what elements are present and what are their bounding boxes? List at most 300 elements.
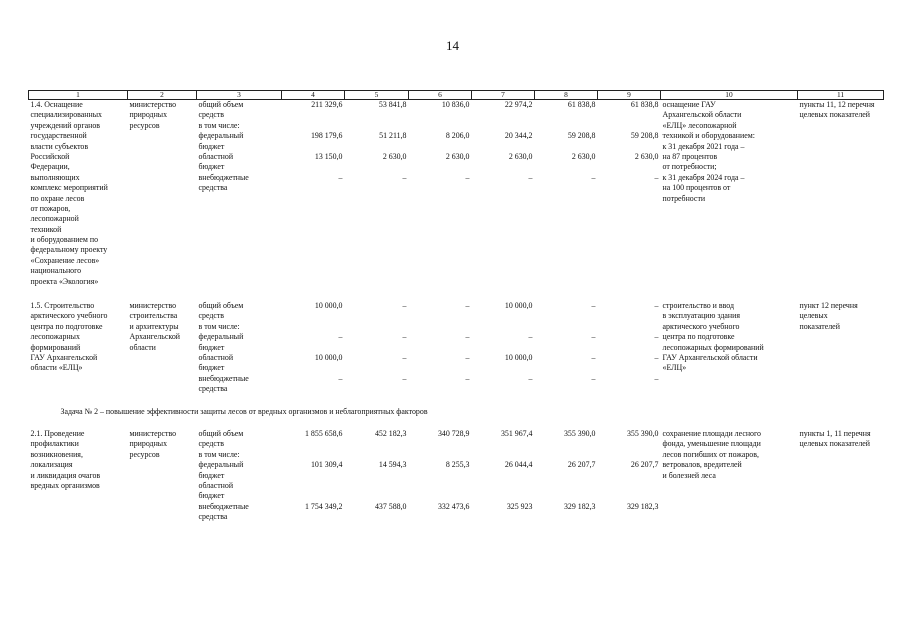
amount-c7-line <box>474 343 533 353</box>
target-indicators-line: пункты 1, 11 перечня <box>799 428 871 438</box>
amount-c4 <box>282 429 345 523</box>
amount-c6-line <box>411 110 470 120</box>
amount-c6-line: – <box>465 373 470 383</box>
amount-c4-line: 13 150,0 <box>314 151 343 161</box>
amount-c7-line <box>474 384 533 394</box>
activity-title-line: 1.5. Строительство <box>30 301 95 311</box>
amount-c7-line <box>474 512 533 522</box>
amount-c9-line: – <box>654 332 659 342</box>
activity-row <box>29 301 884 395</box>
amount-c9-line <box>600 183 659 193</box>
amount-c5-line <box>347 110 407 120</box>
target-indicators-line: пункты 11, 12 перечня <box>799 100 875 109</box>
activity-title-line: выполняющих <box>30 172 80 182</box>
amount-c6-line <box>411 311 470 321</box>
amount-c5-line <box>347 512 407 522</box>
expected-result-line: оснащение ГАУ <box>662 100 716 109</box>
amount-c7-line <box>474 322 533 332</box>
amount-c5-line: 53 841,8 <box>378 100 407 109</box>
amount-c5-line <box>347 162 407 172</box>
expected-result-line: ветровалов, вредителей <box>662 460 742 470</box>
expected-result-line: на 100 процентов от <box>662 183 731 193</box>
amount-c5-line <box>347 322 407 332</box>
funding-source-line: средств <box>198 311 225 321</box>
amount-c7-line <box>474 491 533 501</box>
funding-source-line: средства <box>198 512 228 522</box>
amount-c4-line <box>284 322 343 332</box>
funding-source-line: областной <box>198 352 234 362</box>
expected-result-line: «ЕЛЦ» лесопожарной <box>662 120 737 130</box>
activity-title-line: национального <box>30 266 82 276</box>
row-spacer-cell <box>29 287 884 301</box>
executor-line: природных <box>129 439 168 449</box>
activity-title-line: ГАУ Архангельской <box>30 352 98 362</box>
expected-result-line: потребности <box>662 193 706 203</box>
activity-title-line: учреждений органов <box>30 120 100 130</box>
amount-c4-line <box>284 512 343 522</box>
activity-title-line: области «ЕЛЦ» <box>30 363 83 373</box>
amount-c5 <box>345 100 409 288</box>
amount-c4-line: 211 329,6 <box>311 100 343 109</box>
funding-source <box>197 429 282 523</box>
amount-c5-line <box>347 121 407 131</box>
funding-source-line: внебюджетные <box>198 373 249 383</box>
amount-c5-line <box>347 491 407 501</box>
amount-c6 <box>409 100 472 288</box>
funding-source-line: в том числе: <box>198 449 240 459</box>
funding-source-line: бюджет <box>198 491 225 501</box>
amount-c9-line <box>600 384 659 394</box>
amount-c5-line: – <box>402 301 407 311</box>
funding-source-line: бюджет <box>198 363 225 373</box>
amount-c7-line <box>474 481 533 491</box>
amount-c9-line: 2 630,0 <box>634 151 659 161</box>
activity-title-line: Российской <box>30 151 70 161</box>
expected-result-line: от потребности; <box>662 162 717 172</box>
expected-result-line: строительство и ввод <box>662 301 735 311</box>
amount-c5-line <box>347 363 407 373</box>
target-indicators-line: пункт 12 перечня <box>799 301 858 311</box>
target-indicators <box>798 429 884 523</box>
activity-title-line: 1.4. Оснащение <box>30 100 83 109</box>
expected-result-line: Архангельской области <box>662 110 742 120</box>
amount-c4-line: – <box>338 373 343 383</box>
column-number: 7 <box>472 91 535 100</box>
amount-c6-line: 340 728,9 <box>437 428 470 438</box>
amount-c7-line: 325 923 <box>506 501 533 511</box>
amount-c9 <box>598 429 661 523</box>
activity-title-line: государственной <box>30 131 87 141</box>
amount-c5-line <box>347 142 407 152</box>
amount-c4-line: – <box>338 172 343 182</box>
amount-c4-line <box>284 183 343 193</box>
expected-result-line: техникой и оборудованием: <box>662 131 755 141</box>
amount-c8 <box>535 429 598 523</box>
amount-c5-line: – <box>402 373 407 383</box>
column-number: 2 <box>128 91 197 100</box>
amount-c9-line <box>600 491 659 501</box>
executor-line: министерство <box>129 428 177 438</box>
target-indicators <box>798 301 884 395</box>
amount-c5-line <box>347 439 407 449</box>
amount-c7-line <box>474 110 533 120</box>
amount-c5-line <box>347 183 407 193</box>
activity-title-line: локализация <box>30 460 73 470</box>
amount-c7-line <box>474 142 533 152</box>
amount-c5-line <box>347 384 407 394</box>
amount-c8-line <box>537 142 596 152</box>
amount-c8-line: 2 630,0 <box>571 151 596 161</box>
amount-c8-line <box>537 121 596 131</box>
activity-title-line: лесопожарных <box>30 332 80 342</box>
amount-c6-line <box>411 363 470 373</box>
activity-title-line: федеральному проекту <box>30 245 108 255</box>
amount-c7-line <box>474 450 533 460</box>
expected-result-line: ГАУ Архангельской области <box>662 352 758 362</box>
amount-c9-line <box>600 471 659 481</box>
amount-c7-line <box>474 439 533 449</box>
amount-c8-line <box>537 439 596 449</box>
expected-result-line: на 87 процентов <box>662 151 718 161</box>
amount-c8-line: – <box>591 301 596 311</box>
amount-c6-line <box>411 384 470 394</box>
column-number: 11 <box>798 91 884 100</box>
executor <box>128 100 197 288</box>
amount-c9-line <box>600 311 659 321</box>
amount-c6 <box>409 429 472 523</box>
amount-c4-line: 10 000,0 <box>314 301 343 311</box>
amount-c9-line: 61 838,8 <box>630 100 659 109</box>
amount-c4-line: 198 179,6 <box>310 131 343 141</box>
amount-c5-line: 14 594,3 <box>378 460 407 470</box>
amount-c9-line <box>600 439 659 449</box>
expected-result-line: лесопожарных формирований <box>662 342 764 352</box>
activity-title-line: и оборудованием по <box>30 235 99 245</box>
amount-c8-line <box>537 481 596 491</box>
funding-source-line: областной <box>198 151 234 161</box>
amount-c9-line <box>600 450 659 460</box>
amount-c8 <box>535 100 598 288</box>
amount-c8-line <box>537 512 596 522</box>
amount-c7-line: 22 974,2 <box>504 100 533 109</box>
activity-title <box>29 100 128 288</box>
expected-result-line: «ЕЛЦ» <box>662 363 687 373</box>
funding-source <box>197 100 282 288</box>
funding-source-line: средства <box>198 384 228 394</box>
amount-c8-line <box>537 471 596 481</box>
task-heading: Задача № 2 – повышение эффективности защиты лесов от вредных организмов и неблагоприятных факторов <box>60 406 428 416</box>
amount-c9-line: – <box>654 352 659 362</box>
activity-title-line: профилактики <box>30 439 79 449</box>
expected-result-line: к 31 декабря 2021 года – <box>662 141 745 151</box>
executor-line: области <box>129 342 156 352</box>
executor-line: ресурсов <box>129 120 160 130</box>
amount-c5-line <box>347 481 407 491</box>
activity-title-line: по охране лесов <box>30 193 85 203</box>
expected-result-line: арктического учебного <box>662 321 740 331</box>
activity-title-line: Федерации, <box>30 162 70 172</box>
amount-c8-line: – <box>591 332 596 342</box>
funding-source-line: федеральный <box>198 460 244 470</box>
amount-c7-line: – <box>528 332 533 342</box>
amount-c6-line: – <box>465 332 470 342</box>
activity-title-line: проекта «Экология» <box>30 276 99 286</box>
amount-c4-line <box>284 121 343 131</box>
funding-source-line: общий объем <box>198 428 244 438</box>
funding-source-line: федеральный <box>198 332 244 342</box>
task-heading-row <box>29 395 884 429</box>
amount-c6-line <box>411 142 470 152</box>
activity-row <box>29 100 884 288</box>
amount-c9-line <box>600 110 659 120</box>
activity-title-line: «Сохранение лесов» <box>30 255 100 265</box>
amount-c6-line: 332 473,6 <box>437 501 470 511</box>
activity-title-line: формирований <box>30 342 81 352</box>
expected-result <box>661 100 798 288</box>
amount-c4-line <box>284 450 343 460</box>
expected-result-line: и болезней леса <box>662 470 716 480</box>
activity-row <box>29 429 884 523</box>
amount-c8-line: – <box>591 172 596 182</box>
amount-c6-line: 8 206,0 <box>445 131 470 141</box>
amount-c5-line <box>347 311 407 321</box>
column-number: 9 <box>598 91 661 100</box>
funding-source-line: областной <box>198 480 234 490</box>
executor-line: и архитектуры <box>129 321 179 331</box>
executor-line: министерство <box>129 301 177 311</box>
executor-line: Архангельской <box>129 332 180 342</box>
amount-c8-line: 329 182,3 <box>563 501 596 511</box>
amount-c8-line <box>537 343 596 353</box>
funding-source-line: бюджет <box>198 342 225 352</box>
amount-c5-line: – <box>402 172 407 182</box>
amount-c6-line <box>411 162 470 172</box>
amount-c9 <box>598 301 661 395</box>
column-number: 3 <box>197 91 282 100</box>
expected-result <box>661 429 798 523</box>
amount-c4-line <box>284 311 343 321</box>
funding-source-line: средств <box>198 439 225 449</box>
amount-c8-line <box>537 183 596 193</box>
amount-c5-line: 2 630,0 <box>382 151 407 161</box>
amount-c7-line <box>474 471 533 481</box>
amount-c8-line: – <box>591 352 596 362</box>
target-indicators-line: целевых показателей <box>799 110 871 120</box>
activity-title-line: возникновения, <box>30 449 83 459</box>
executor-line: министерство <box>129 100 177 109</box>
amount-c7-line: 351 967,4 <box>500 428 533 438</box>
amount-c5 <box>345 429 409 523</box>
amount-c4-line <box>284 384 343 394</box>
funding-source-line: бюджет <box>198 162 225 172</box>
amount-c6-line: – <box>465 301 470 311</box>
column-number: 10 <box>661 91 798 100</box>
amount-c7-line: – <box>528 373 533 383</box>
amount-c4 <box>282 100 345 288</box>
amount-c6-line <box>411 121 470 131</box>
amount-c8-line <box>537 450 596 460</box>
amount-c4-line: – <box>338 332 343 342</box>
amount-c7 <box>472 429 535 523</box>
amount-c9-line <box>600 481 659 491</box>
amount-c7-line: 10 000,0 <box>504 301 533 311</box>
amount-c6-line <box>411 481 470 491</box>
amount-c5-line: 452 182,3 <box>374 428 407 438</box>
amount-c8-line <box>537 384 596 394</box>
activity-title <box>29 301 128 395</box>
amount-c5-line: – <box>402 332 407 342</box>
amount-c9 <box>598 100 661 288</box>
expected-result-line: в эксплуатацию здания <box>662 311 740 321</box>
amount-c9-line: 26 207,7 <box>630 460 659 470</box>
amount-c7-line: 26 044,4 <box>504 460 533 470</box>
target-indicators-line: целевых показателей <box>799 439 871 449</box>
funding-source-line: внебюджетные <box>198 172 249 182</box>
amount-c5 <box>345 301 409 395</box>
executor <box>128 301 197 395</box>
amount-c8-line <box>537 311 596 321</box>
amount-c4-line: 10 000,0 <box>314 352 343 362</box>
funding-source-line: общий объем <box>198 301 244 311</box>
activity-title-line: от пожаров, <box>30 203 71 213</box>
column-number: 1 <box>29 91 128 100</box>
amount-c9-line: – <box>654 373 659 383</box>
amount-c4-line <box>284 363 343 373</box>
amount-c6-line: 2 630,0 <box>445 151 470 161</box>
amount-c4-line <box>284 491 343 501</box>
target-indicators <box>798 100 884 288</box>
amount-c4 <box>282 301 345 395</box>
amount-c7-line <box>474 121 533 131</box>
column-number-row <box>29 91 884 100</box>
amount-c4-line <box>284 471 343 481</box>
amount-c9-line <box>600 162 659 172</box>
expected-result-line: сохранение площади лесного <box>662 428 761 438</box>
amount-c8 <box>535 301 598 395</box>
amount-c7 <box>472 301 535 395</box>
amount-c9-line <box>600 343 659 353</box>
funding-source-line: бюджет <box>198 141 225 151</box>
amount-c4-line <box>284 162 343 172</box>
amount-c5-line <box>347 450 407 460</box>
target-indicators-line: показателей <box>799 321 840 331</box>
amount-c9-line <box>600 512 659 522</box>
executor <box>128 429 197 523</box>
amount-c8-line: 26 207,7 <box>567 460 596 470</box>
expected-result-line: лесов погибших от пожаров, <box>662 449 759 459</box>
amount-c6-line <box>411 183 470 193</box>
expected-result-line: к 31 декабря 2024 года – <box>662 172 745 182</box>
amount-c6-line: 10 836,0 <box>441 100 470 109</box>
amount-c7-line <box>474 311 533 321</box>
amount-c9-line <box>600 363 659 373</box>
amount-c6-line <box>411 471 470 481</box>
amount-c4-line: 1 754 349,2 <box>305 501 343 511</box>
amount-c6-line <box>411 491 470 501</box>
amount-c9-line <box>600 121 659 131</box>
amount-c8-line <box>537 322 596 332</box>
amount-c6-line: 8 255,3 <box>445 460 470 470</box>
amount-c7-line: – <box>528 172 533 182</box>
amount-c9-line: – <box>654 301 659 311</box>
amount-c6 <box>409 301 472 395</box>
amount-c7-line <box>474 183 533 193</box>
amount-c8-line: 59 208,8 <box>567 131 596 141</box>
amount-c9-line: – <box>654 172 659 182</box>
funding-source-line: средства <box>198 183 228 193</box>
amount-c8-line: 355 390,0 <box>563 428 596 438</box>
funding-source-line: общий объем <box>198 100 244 109</box>
funding-source-line: в том числе: <box>198 321 240 331</box>
expected-result-line: центра по подготовке <box>662 332 735 342</box>
amount-c6-line <box>411 439 470 449</box>
amount-c9-line <box>600 142 659 152</box>
funding-source-line: внебюджетные <box>198 501 249 511</box>
amount-c6-line: – <box>465 352 470 362</box>
amount-c7-line: 2 630,0 <box>508 151 533 161</box>
expected-result <box>661 301 798 395</box>
activity-title-line: арктического учебного <box>30 311 108 321</box>
amount-c4-line <box>284 110 343 120</box>
activity-title-line: центра по подготовке <box>30 321 103 331</box>
amount-c6-line: – <box>465 172 470 182</box>
amount-c4-line: 1 855 658,6 <box>305 428 343 438</box>
amount-c4-line <box>284 343 343 353</box>
amount-c4-line <box>284 439 343 449</box>
amount-c8-line <box>537 363 596 373</box>
column-number: 5 <box>345 91 409 100</box>
amount-c8-line: 61 838,8 <box>567 100 596 109</box>
amount-c5-line: – <box>402 352 407 362</box>
column-number: 8 <box>535 91 598 100</box>
amount-c5-line: 51 211,8 <box>379 131 407 141</box>
amount-c7-line: 10 000,0 <box>504 352 533 362</box>
target-indicators-line: целевых <box>799 311 828 321</box>
funding-source <box>197 301 282 395</box>
amount-c8-line <box>537 162 596 172</box>
amount-c5-line: 437 588,0 <box>374 501 407 511</box>
executor-line: природных <box>129 110 168 120</box>
activity-title-line: вредных организмов <box>30 480 100 490</box>
activity-title-line: специализированных <box>30 110 102 120</box>
amount-c5-line <box>347 471 407 481</box>
funding-source-line: федеральный <box>198 131 244 141</box>
activity-title-line: лесопожарной <box>30 214 79 224</box>
activity-title-line: власти субъектов <box>30 141 89 151</box>
amount-c9-line: 329 182,3 <box>626 501 659 511</box>
amount-c4-line: 101 309,4 <box>310 460 343 470</box>
expected-result-line: фонда, уменьшение площади <box>662 439 761 449</box>
amount-c9-line <box>600 322 659 332</box>
funding-source-line: в том числе: <box>198 120 240 130</box>
executor-line: ресурсов <box>129 449 160 459</box>
amount-c5-line <box>347 343 407 353</box>
amount-c9-line: 59 208,8 <box>630 131 659 141</box>
amount-c4-line <box>284 142 343 152</box>
amount-c6-line <box>411 450 470 460</box>
amount-c8-line <box>537 110 596 120</box>
amount-c9-line: 355 390,0 <box>626 428 659 438</box>
activity-title-line: 2.1. Проведение <box>30 428 85 438</box>
column-number: 6 <box>409 91 472 100</box>
amount-c7 <box>472 100 535 288</box>
activity-title-line: и ликвидация очагов <box>30 470 101 480</box>
activity-title-line: техникой <box>30 224 62 234</box>
row-spacer <box>29 287 884 301</box>
amount-c7-line <box>474 363 533 373</box>
amount-c7-line <box>474 162 533 172</box>
amount-c6-line <box>411 343 470 353</box>
